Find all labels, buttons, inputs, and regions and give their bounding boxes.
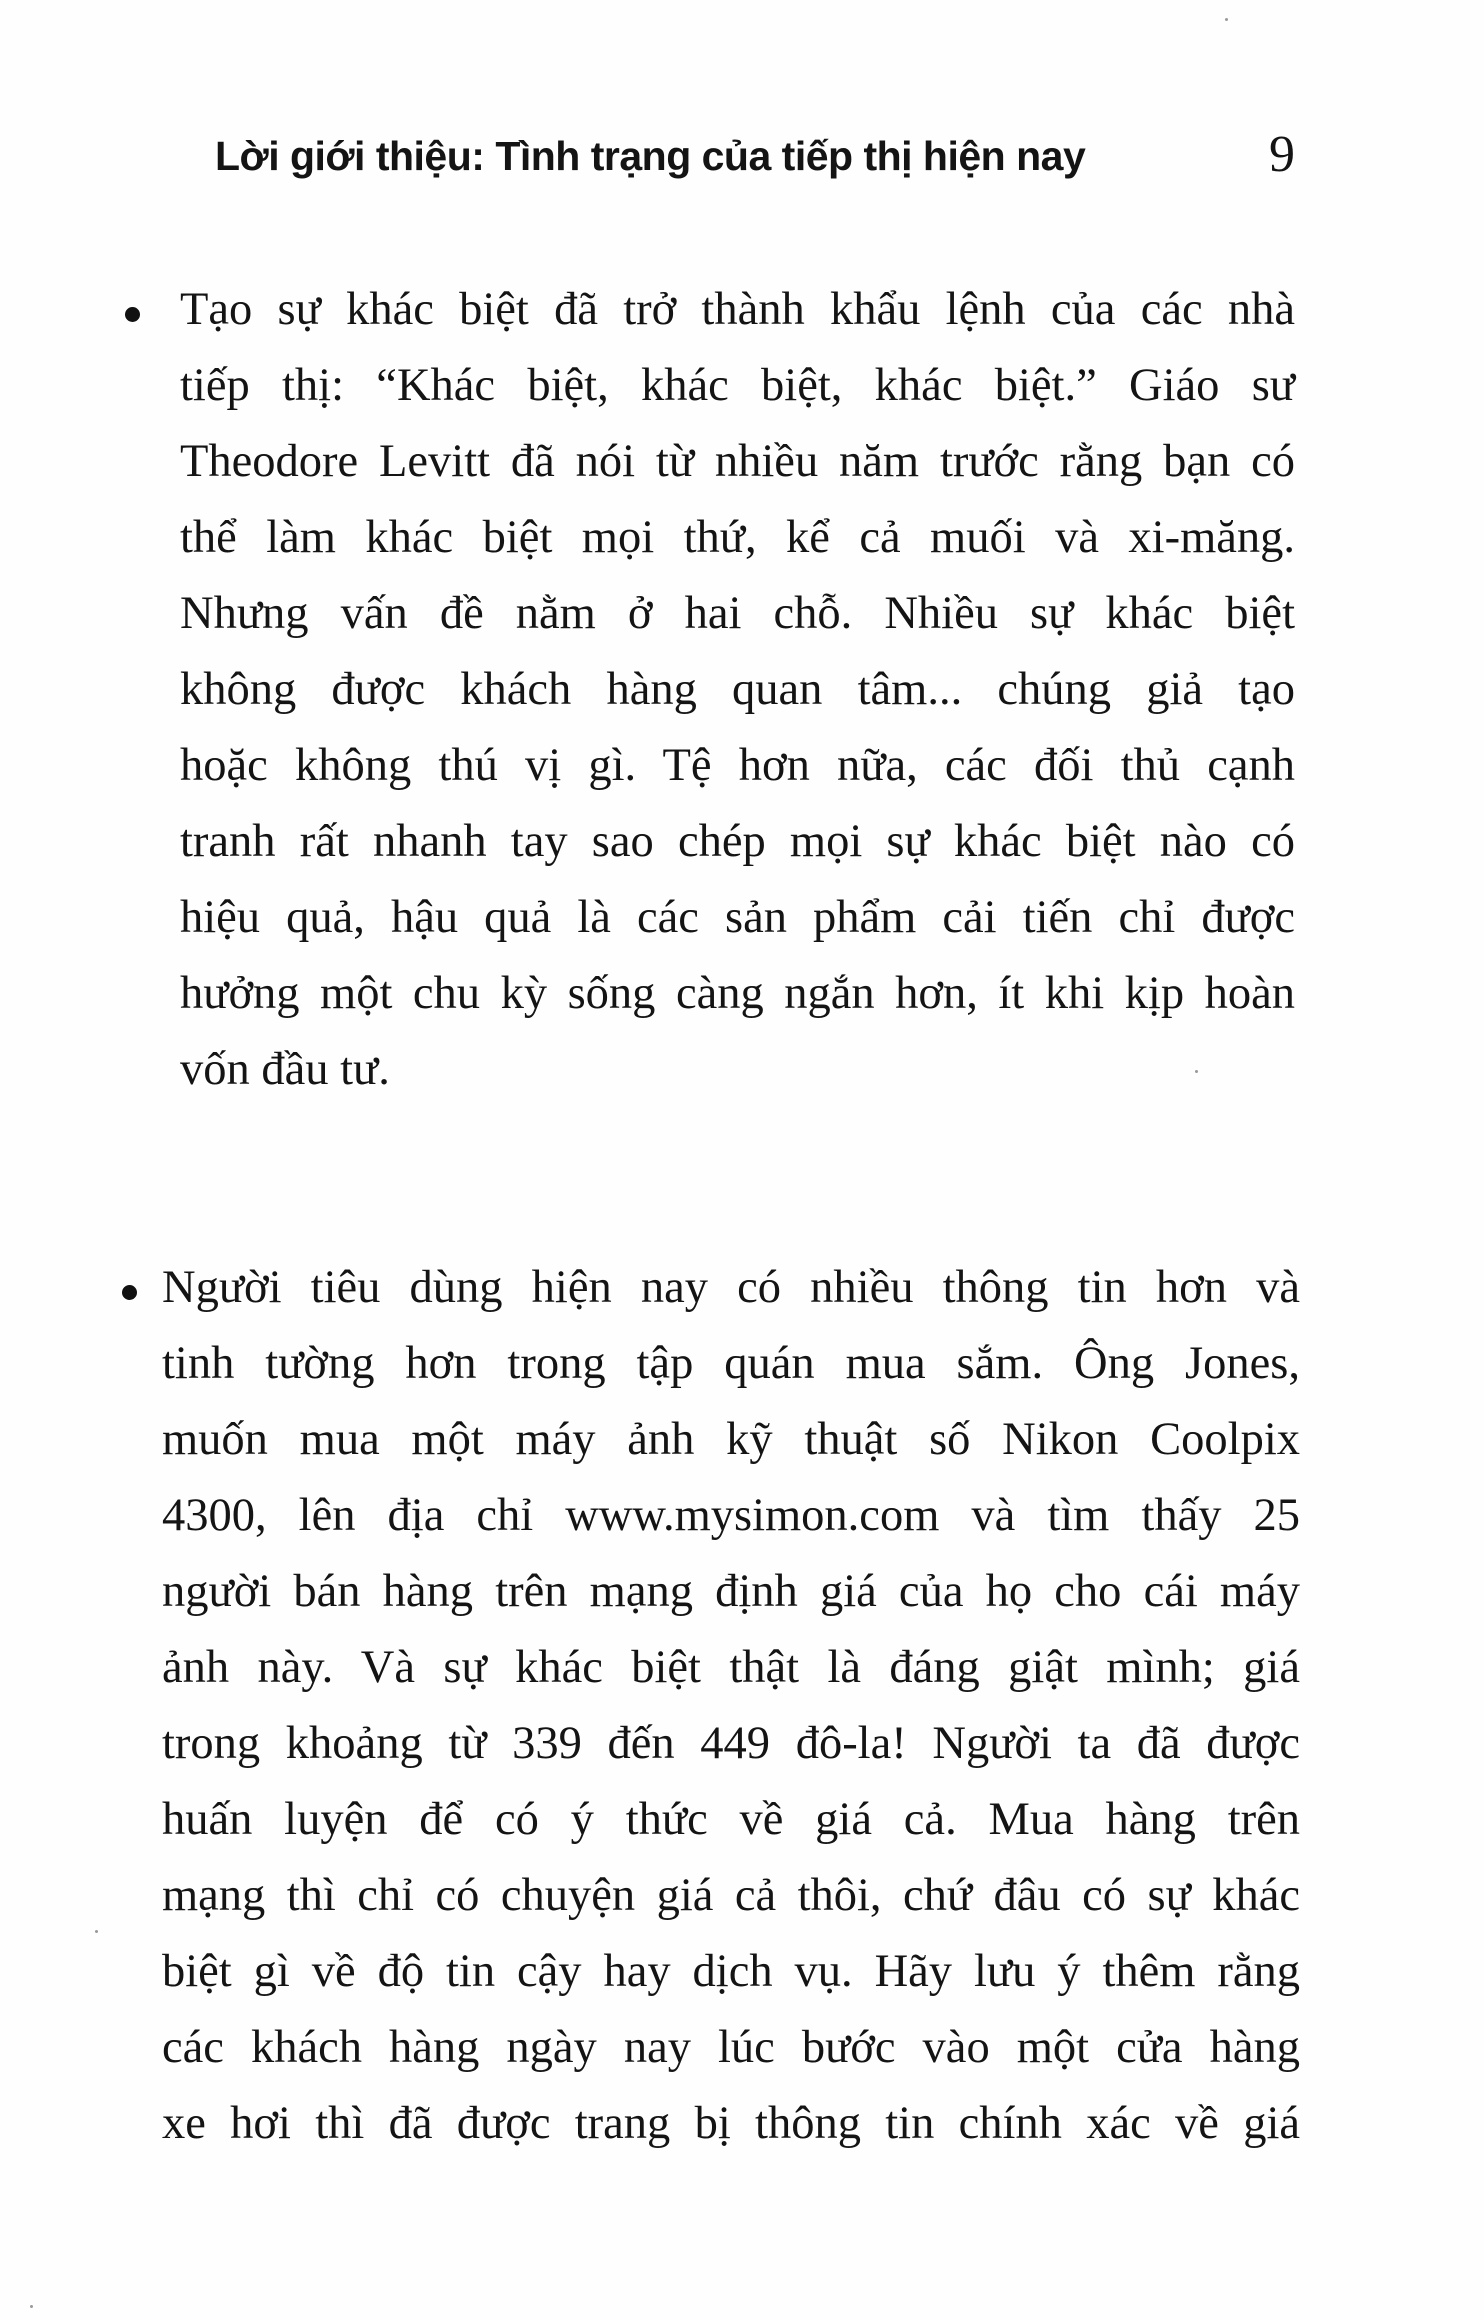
text-line: ảnh này. Và sự khác biệt thật là đáng giật mình; giá <box>162 1642 1300 1693</box>
scan-speck <box>95 1930 98 1933</box>
text-line: Theodore Levitt đã nói từ nhiều năm trước rằng bạn có <box>180 436 1295 487</box>
text-line: Nhưng vấn đề nằm ở hai chỗ. Nhiều sự khác biệt <box>180 588 1295 639</box>
page-number: 9 <box>1269 126 1295 183</box>
text-line: các khách hàng ngày nay lúc bước vào một cửa hàng <box>162 2022 1300 2073</box>
running-title: Lời giới thiệu: Tình trạng của tiếp thị hiện nay <box>215 133 1086 179</box>
bullet-dot-icon <box>125 307 140 322</box>
scan-speck <box>1195 1070 1198 1073</box>
text-line: 4300, lên địa chỉ www.mysimon.com và tìm thấy 25 <box>162 1490 1300 1541</box>
paragraph-text <box>180 272 1295 1108</box>
text-line: huấn luyện để có ý thức về giá cả. Mua hàng trên <box>162 1794 1300 1845</box>
text-line: người bán hàng trên mạng định giá của họ cho cái máy <box>162 1566 1300 1617</box>
text-line: tiếp thị: “Khác biệt, khác biệt, khác biệt.” Giáo sư <box>180 360 1295 411</box>
text-line: tranh rất nhanh tay sao chép mọi sự khác biệt nào có <box>180 816 1295 867</box>
text-line: vốn đầu tư. <box>180 1044 390 1095</box>
text-line: hưởng một chu kỳ sống càng ngắn hơn, ít khi kịp hoàn <box>180 968 1295 1019</box>
text-line: biệt gì về độ tin cậy hay dịch vụ. Hãy lưu ý thêm rằng <box>162 1946 1300 1997</box>
text-line: mạng thì chỉ có chuyện giá cả thôi, chứ đâu có sự khác <box>162 1870 1300 1921</box>
text-line: trong khoảng từ 339 đến 449 đô-la! Người ta đã được <box>162 1718 1300 1769</box>
text-line: không được khách hàng quan tâm... chúng giả tạo <box>180 664 1295 715</box>
running-header <box>215 125 1295 195</box>
scan-speck <box>30 2305 33 2308</box>
paragraph-text <box>162 1250 1300 2162</box>
text-line: hoặc không thú vị gì. Tệ hơn nữa, các đối thủ cạnh <box>180 740 1295 791</box>
text-line: Người tiêu dùng hiện nay có nhiều thông tin hơn và <box>162 1262 1300 1313</box>
text-line: thể làm khác biệt mọi thứ, kể cả muối và xi-măng. <box>180 512 1295 563</box>
text-line: muốn mua một máy ảnh kỹ thuật số Nikon Coolpix <box>162 1414 1300 1465</box>
scan-speck <box>1225 18 1228 21</box>
text-line: xe hơi thì đã được trang bị thông tin chính xác về giá <box>162 2098 1300 2149</box>
text-line: tinh tường hơn trong tập quán mua sắm. Ông Jones, <box>162 1338 1300 1389</box>
bullet-dot-icon <box>122 1285 137 1300</box>
text-line: Tạo sự khác biệt đã trở thành khẩu lệnh của các nhà <box>180 284 1295 335</box>
text-line: hiệu quả, hậu quả là các sản phẩm cải tiến chỉ được <box>180 892 1295 943</box>
